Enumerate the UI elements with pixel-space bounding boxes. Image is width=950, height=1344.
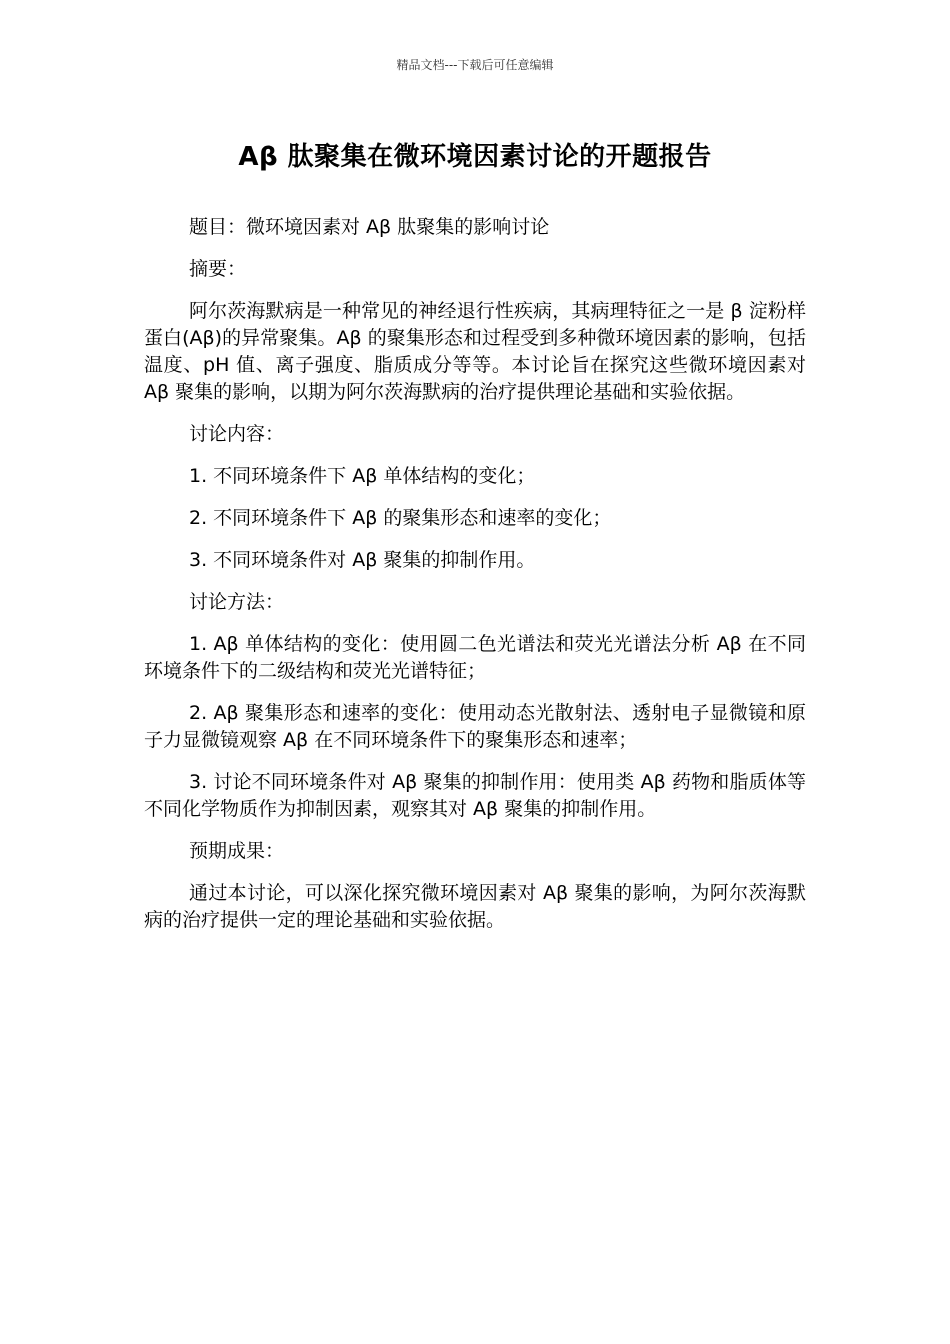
content-item-2: 2. 不同环境条件下 Aβ 的聚集形态和速率的变化； xyxy=(189,507,612,529)
heading-expected-results: 预期成果： xyxy=(189,840,285,862)
method-item-2: 2. Aβ 聚集形态和速率的变化：使用动态光散射法、透射电子显微镜和原子力显微镜观察 Aβ 在不同环境条件下的聚集形态和速率； xyxy=(144,702,806,751)
paragraph-expected-results: 通过本讨论，可以深化探究微环境因素对 Aβ 聚集的影响，为阿尔茨海默病的治疗提供一定的理论基础和实验依据。 xyxy=(144,882,806,931)
method-item-1: 1. Aβ 单体结构的变化：使用圆二色光谱法和荧光光谱法分析 Aβ 在不同环境条件下的二级结构和荧光光谱特征； xyxy=(144,633,806,682)
content-item-1: 1. 不同环境条件下 Aβ 单体结构的变化； xyxy=(189,465,536,487)
document-title: Aβ 肽聚集在微环境因素讨论的开题报告 xyxy=(238,142,712,172)
heading-abstract: 摘要： xyxy=(189,258,247,280)
header-note: 精品文档---下载后可任意编辑 xyxy=(396,58,554,72)
method-item-3: 3. 讨论不同环境条件对 Aβ 聚集的抑制作用：使用类 Aβ 药物和脂质体等不同化学物质作为抑制因素，观察其对 Aβ 聚集的抑制作用。 xyxy=(144,771,806,820)
paragraph-topic: 题目：微环境因素对 Aβ 肽聚集的影响讨论 xyxy=(189,216,550,238)
heading-methods: 讨论方法： xyxy=(189,591,285,613)
document-body xyxy=(144,214,806,949)
paragraph-abstract: 阿尔茨海默病是一种常见的神经退行性疾病，其病理特征之一是 β 淀粉样蛋白(Aβ)的异常聚集。Aβ 的聚集形态和过程受到多种微环境因素的影响，包括温度、pH 值、离子强度、脂质成分等等。本讨论旨在探究这些微环境因素对 Aβ 聚集的影响，以期为阿尔茨海默病的治疗提供理论基础和实验依据。 xyxy=(144,300,806,403)
content-item-3: 3. 不同环境条件对 Aβ 聚集的抑制作用。 xyxy=(189,549,536,571)
heading-discussion-content: 讨论内容： xyxy=(189,423,285,445)
